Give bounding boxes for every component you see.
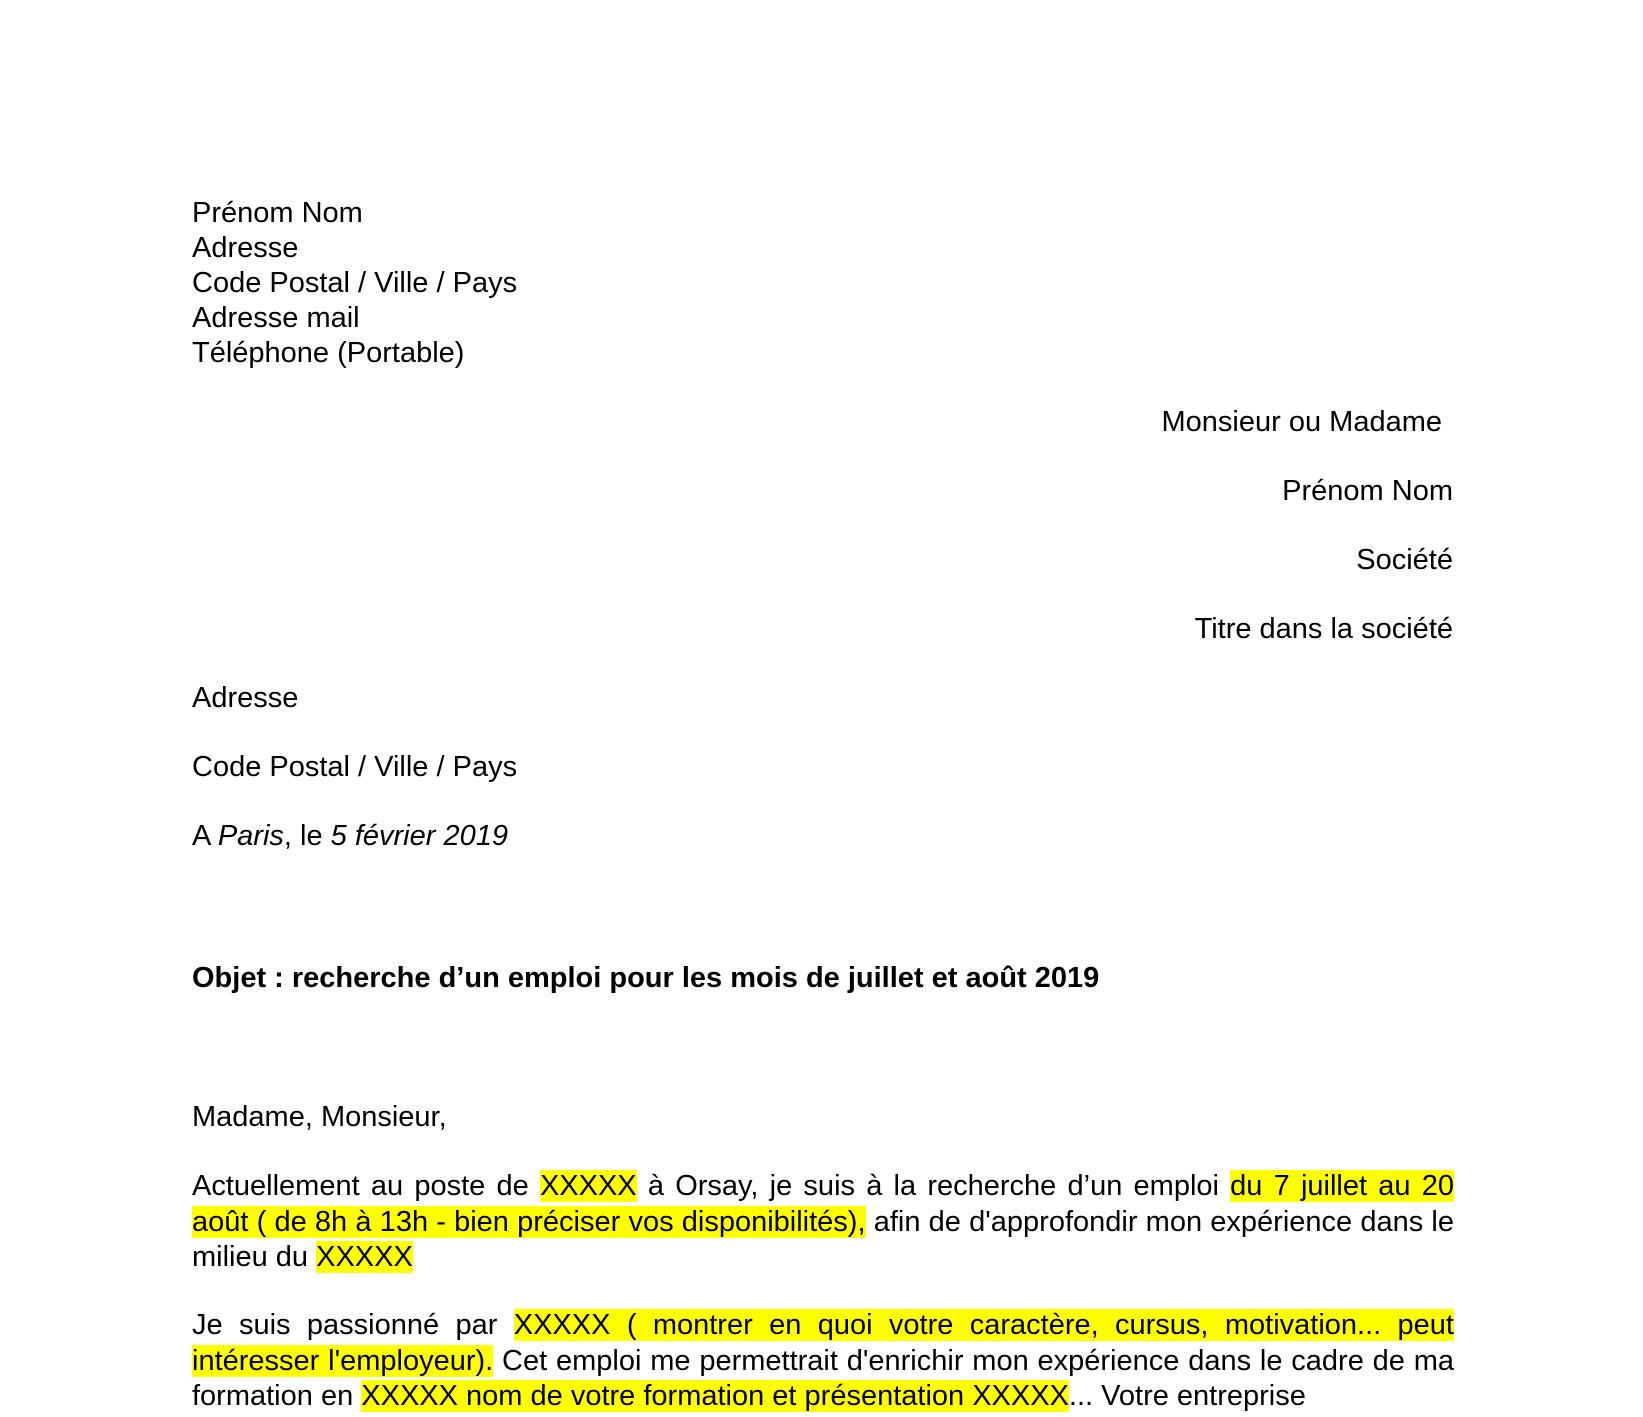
recipient-city: Code Postal / Ville / Pays [192, 751, 518, 783]
date-place: Paris [217, 820, 284, 852]
sender-address: Adresse [192, 232, 299, 264]
date-value: 5 février 2019 [330, 820, 508, 852]
p1-highlight-1: XXXXX [539, 1170, 637, 1202]
recipient-address: Adresse [192, 682, 299, 714]
greeting: Madame, Monsieur, [192, 1101, 447, 1133]
p1-text-2: à Orsay, je suis à la recherche d’un emploi [636, 1170, 1231, 1202]
sender-email: Adresse mail [192, 302, 360, 334]
date-middle: , le [283, 820, 331, 852]
recipient-name: Prénom Nom [1282, 475, 1453, 507]
recipient-title: Titre dans la société [1194, 613, 1453, 645]
p1-highlight-3: XXXXX [316, 1241, 413, 1273]
p2-text-3: ... Votre entreprise [1068, 1380, 1306, 1412]
recipient-company: Société [1356, 544, 1453, 576]
subject-line: Objet : recherche d’un emploi pour les mois de juillet et août 2019 [192, 962, 1100, 994]
p2-text-1: Je suis passionné par [192, 1309, 514, 1341]
p2-highlight-1: XXXXX ( montrer en quoi votre caractère, cursus, motivation... peut intéresser l'employeur). [192, 1309, 1454, 1377]
p1-text-1: Actuellement au poste de [192, 1170, 540, 1202]
paragraph-2 [192, 1308, 1454, 1415]
p1-highlight-2: du 7 juillet au 20 août ( de 8h à 13h - bien préciser vos disponibilités), [192, 1170, 1454, 1238]
recipient-salutation: Monsieur ou Madame [1161, 406, 1442, 438]
date-line [192, 819, 508, 854]
p1-text-3: afin de d'approfondir mon expérience dans le milieu du [192, 1205, 1454, 1273]
date-prefix: A [192, 820, 218, 852]
p2-text-2: Cet emploi me permettrait d'enrichir mon expérience dans le cadre de ma formation en [192, 1344, 1454, 1412]
sender-city: Code Postal / Ville / Pays [192, 267, 518, 299]
sender-phone: Téléphone (Portable) [192, 337, 465, 369]
paragraph-1 [192, 1169, 1454, 1276]
p2-highlight-2: XXXXX nom de votre formation et présentation XXXXX [361, 1380, 1069, 1412]
sender-name: Prénom Nom [192, 197, 363, 229]
